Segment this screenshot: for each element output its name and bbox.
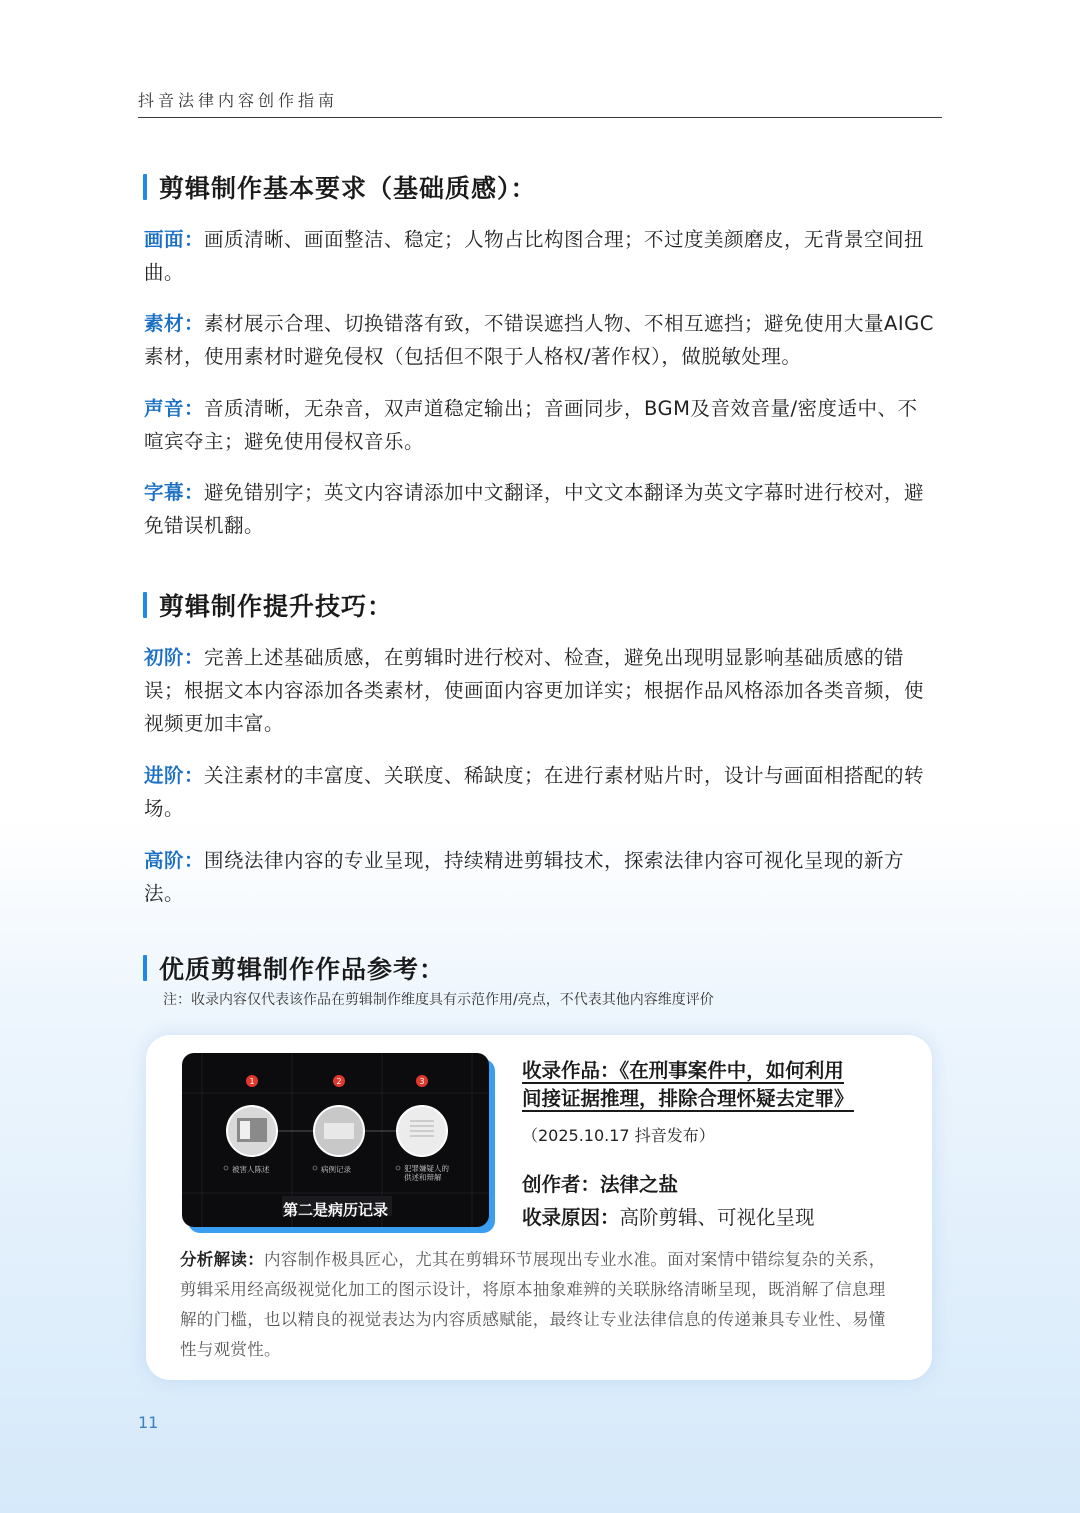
work-analysis <box>180 1245 902 1365</box>
work-reason-label: 收录原因： <box>522 1206 620 1229</box>
paragraph-text: 围绕法律内容的专业呈现，持续精进剪辑技术，探索法律内容可视化呈现的新方法。 <box>144 849 905 905</box>
header-title: 抖音法律内容创作指南 <box>138 91 339 110</box>
work-author <box>522 1169 678 1197</box>
video-thumbnail[interactable] <box>182 1053 489 1227</box>
paragraph-intermediate <box>144 759 936 825</box>
paragraph-label: 素材： <box>144 312 205 335</box>
paragraph-text: 避免错别字；英文内容请添加中文翻译，中文文本翻译为英文字幕时进行校对，避免错误机翻。 <box>144 481 925 537</box>
thumbnail-caption: 第二是病历记录 <box>282 1201 388 1219</box>
paragraph-label: 进阶： <box>144 764 205 787</box>
section-accent-bar <box>143 174 147 200</box>
analysis-text: 内容制作极具匠心，尤其在剪辑环节展现出专业水准。面对案情中错综复杂的关系，剪辑采用经高级视觉化加工的图示设计，将原本抽象难辨的关联脉络清晰呈现，既消解了信息理解的门槛，也以精良的视觉表达为内容质感赋能，最终让专业法律信息的传递兼具专业性、易懂性与观赏性。 <box>180 1250 886 1359</box>
paragraph-text: 完善上述基础质感，在剪辑时进行校对、检查，避免出现明显影响基础质感的错误；根据文本内容添加各类素材，使画面内容更加详实；根据作品风格添加各类音频，使视频更加丰富。 <box>144 646 925 735</box>
paragraph-text: 画质清晰、画面整洁、稳定；人物占比构图合理；不过度美颜磨皮，无背景空间扭曲。 <box>144 228 925 284</box>
section-title-text: 优质剪辑制作作品参考： <box>159 955 446 984</box>
thumbnail-step-label: 被害人陈述 <box>232 1165 270 1174</box>
section-title-skills <box>143 587 393 623</box>
paragraph-beginner <box>144 641 936 740</box>
paragraph-label: 初阶： <box>144 646 205 669</box>
reference-note: 注：收录内容仅代表该作品在剪辑制作维度具有示范作用/亮点，不代表其他内容维度评价 <box>163 992 714 1008</box>
paragraph-picture <box>144 223 936 289</box>
paragraph-label: 画面： <box>144 228 205 251</box>
work-title-line: 间接证据推理，排除合理怀疑去定罪》 <box>522 1087 854 1110</box>
paragraph-text: 素材展示合理、切换错落有致，不错误遮挡人物、不相互遮挡；避免使用大量AIGC素材，使用素材时避免侵权（包括但不限于人格权/著作权），做脱敏处理。 <box>144 312 934 368</box>
paragraph-subtitle <box>144 476 936 542</box>
work-author-label: 创作者： <box>522 1173 601 1196</box>
thumbnail-frame <box>182 1053 489 1227</box>
paragraph-sound <box>144 392 936 458</box>
work-title-line: 收录作品：《在刑事案件中，如何利用 <box>522 1059 844 1082</box>
paragraph-text: 关注素材的丰富度、关联度、稀缺度；在进行素材贴片时，设计与画面相搭配的转场。 <box>144 764 925 820</box>
page-header <box>138 88 942 118</box>
reference-work-card <box>146 1035 932 1380</box>
paragraph-advanced <box>144 844 936 910</box>
page-number: 11 <box>138 1413 159 1432</box>
work-reason <box>522 1202 815 1230</box>
paragraph-label: 高阶： <box>144 849 205 872</box>
thumbnail-step-label: 病例记录 <box>321 1165 351 1174</box>
svg-text:2: 2 <box>336 1077 342 1086</box>
paragraph-material <box>144 307 936 373</box>
section-title-text: 剪辑制作提升技巧： <box>159 592 394 621</box>
work-reason-text: 高阶剪辑、可视化呈现 <box>619 1206 815 1229</box>
section-accent-bar <box>143 592 147 618</box>
paragraph-label: 声音： <box>144 397 205 420</box>
work-title[interactable] <box>522 1057 922 1113</box>
section-accent-bar <box>143 955 147 981</box>
analysis-label: 分析解读： <box>180 1250 264 1269</box>
svg-text:3: 3 <box>419 1077 425 1086</box>
section-title-text: 剪辑制作基本要求（基础质感）： <box>159 174 537 203</box>
svg-text:1: 1 <box>249 1077 255 1086</box>
thumbnail-step-label: 犯罪嫌疑人的供述和辩解 <box>404 1164 449 1182</box>
section-title-reference <box>143 950 445 986</box>
work-publish-date: （2025.10.17 抖音发布） <box>522 1126 715 1145</box>
work-author-name: 法律之盐 <box>600 1173 679 1196</box>
paragraph-label: 字幕： <box>144 481 205 504</box>
section-title-basic <box>143 169 537 205</box>
paragraph-text: 音质清晰，无杂音，双声道稳定输出；音画同步，BGM及音效音量/密度适中、不喧宾夺主；避免使用侵权音乐。 <box>144 397 918 453</box>
